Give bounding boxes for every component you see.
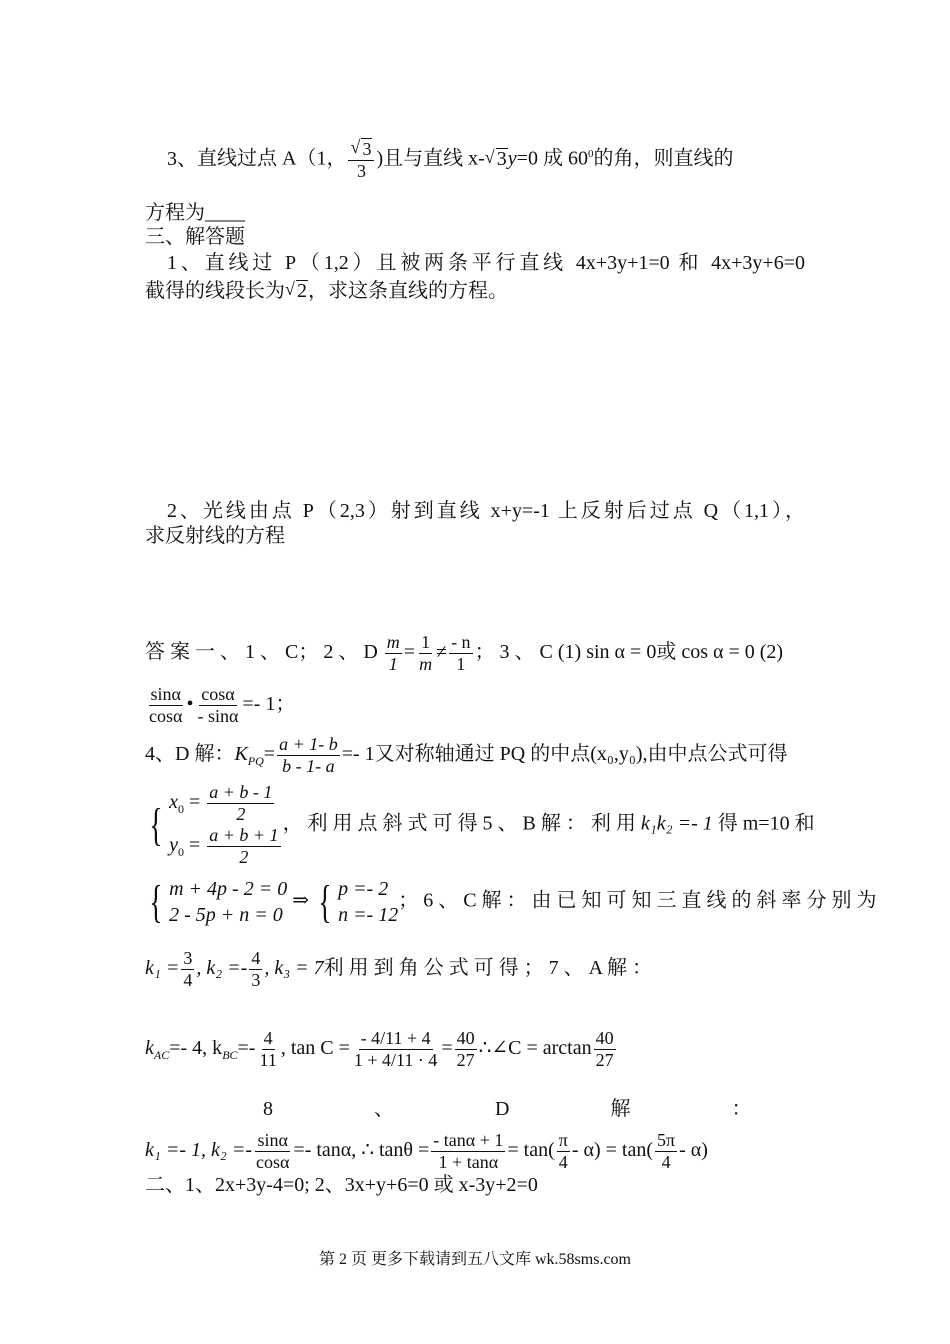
left-brace-icon: {	[318, 876, 332, 927]
midpoint-system: { $x_0$ = $\frac{a + b - 1}{2}$ $y_0$ = $\frac{a + b + 1}{2}$	[149, 782, 279, 867]
answer-line-10: 二、1、2x+3y-4=0; 2、3x+y+6=0 或 x-3y+2=0	[145, 1174, 538, 1196]
problem-2-line2: 求反射线的方程	[145, 525, 285, 547]
answer-line-9-header: 8 、 D 解 ：	[263, 1098, 752, 1120]
question-3-line2: 方程为____	[145, 202, 245, 224]
left-brace-icon: {	[149, 799, 163, 850]
page-footer: 第 2 页 更多下载请到五八文库 wk.58sms.com	[318, 1251, 631, 1268]
section-title-solve: 三、解答题	[145, 226, 245, 248]
question-3-line1: 3、直线过点 A（1， √ $\frac{3}{3}$ )且与直线 x-√ 3y=0 成 $60^0$的角，则直线的	[145, 138, 805, 182]
problem-1-line2: 截得的线段长为√ 2，求这条直线的方程。	[145, 278, 805, 304]
problem-1-line1: 1、直线过 P（1,2）且被两条平行直线 4x+3y+1=0 和 4x+3y+6=0	[167, 252, 805, 274]
answer-line-9: k₁ =- 1, k₂ =- $\frac{\sin\alpha}{\cos\alpha}$ =- tanα, ∴ tanθ = $\frac{- \tan\alpha + 1}{1 + \tan\alpha}$ = tan( $\frac{\pi}{4}$ - α) = tan( $\frac{5\pi}{4}$ - α)	[145, 1130, 708, 1172]
answer-line-8: $k_{AC}=-$ 4, $k_{BC}=-$ $\frac{4}{11}$ , tan C = $\frac{- 4/11 + 4}{1 + 4/11 \cdot 4}$ = $\frac{40}{27}$ ∴∠C = arctan $\frac{40}{27}$	[145, 1028, 614, 1070]
fraction-sqrt3-over-3: √ $\frac{3}{3}$	[348, 138, 374, 182]
answer-line-2: $\frac{\sin\alpha}{\cos\alpha}$ • $\frac{\cos\alpha}{- \sin\alpha}$ =- 1；	[149, 684, 296, 726]
answer-line-5: { $x_0$ = $\frac{a + b - 1}{2}$ $y_0$ = $\frac{a + b + 1}{2}$ ， 利 用 点 斜 式 可 得 5 、 B 解 ： 利 用 k₁k₂ =- 1 得 m=10 和	[145, 782, 805, 868]
problem-2-line1: 2、光线由点 P（2,3）射到直线 x+y=-1 上反射后过点 Q（1,1），	[167, 500, 805, 522]
answer-line-7: k₁ = $\frac{3}{4}$ , k₂ =- $\frac{4}{3}$ , k₃ = 7利 用 到 角 公 式 可 得 ； 7 、 A 解 ：	[145, 948, 652, 990]
answer-line-1: 答 案 一 、 1 、 C； 2 、 D $\frac{m}{1}$ = $\frac{1}{m}$ ≠ $\frac{- n}{1}$ ； 3 、 C (1) sin α = 0或 cos α = 0 (2)	[145, 632, 784, 674]
answer-line-4: 4、D 解：$K_{PQ}=$ $\frac{a + 1- b}{b - 1- a}$ =- 1又对称轴通过 PQ 的中点(x₀,y₀),由中点公式可得	[145, 734, 788, 776]
left-brace-icon: {	[149, 876, 163, 927]
answer-line-6: { m + 4p - 2 = 0 2 - 5p + n = 0 ⇒ { p =- 2 n =- 12 ； 6 、 C 解 ： 由 已 知 可 知 三 直 线 的 斜 率 分 别 为	[149, 876, 877, 927]
